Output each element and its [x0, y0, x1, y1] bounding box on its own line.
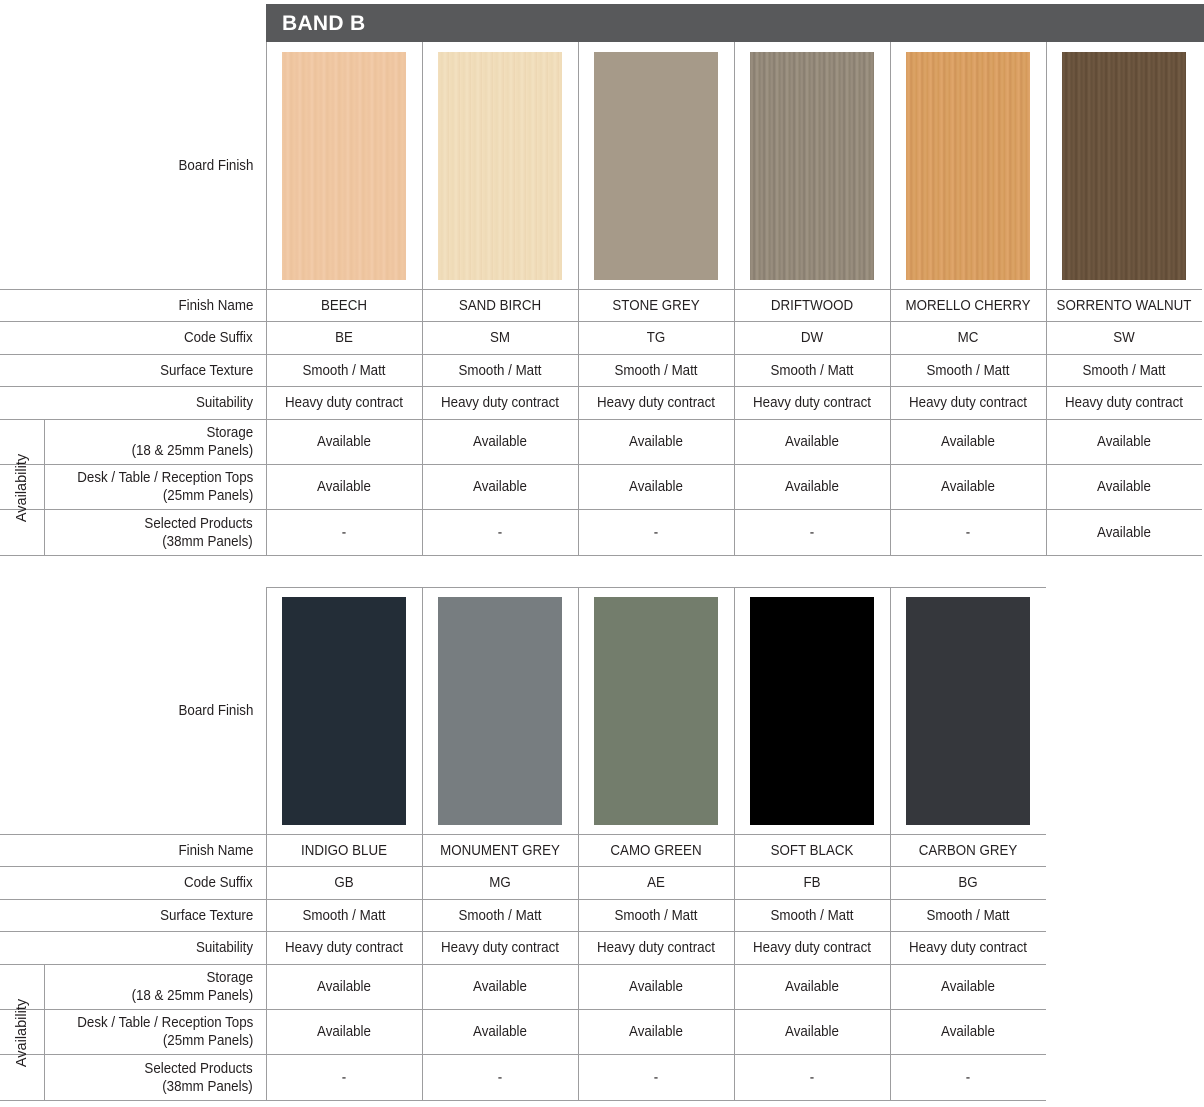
- row-finish-name: [0, 290, 1202, 322]
- row-label-line: (25mm Panels): [162, 488, 253, 504]
- cell-suitability: Heavy duty contract: [753, 940, 871, 956]
- cell-finish-name: CARBON GREY: [918, 842, 1018, 859]
- cell-suitability: Heavy duty contract: [909, 395, 1027, 411]
- cell-code-suffix: FB: [803, 875, 821, 891]
- cell-surface-texture: Smooth / Matt: [1082, 362, 1166, 379]
- cell-finish-name: INDIGO BLUE: [301, 842, 387, 859]
- column-divider: [266, 1055, 267, 1100]
- cell-surface-texture: Smooth / Matt: [614, 362, 698, 379]
- cell-code-suffix: AE: [647, 875, 665, 891]
- cell-storage: Available: [1097, 434, 1151, 450]
- cell-finish-name: DRIFTWOOD: [770, 297, 854, 314]
- row-label-line: (18 & 25mm Panels): [131, 988, 253, 1004]
- row-label-line: Storage: [206, 425, 253, 441]
- cell-surface-texture: Smooth / Matt: [302, 362, 386, 379]
- cell-selected: -: [809, 524, 815, 541]
- finish-swatch: [1062, 52, 1186, 280]
- finish-swatch: [282, 52, 406, 280]
- availability-label: Availability: [14, 998, 30, 1068]
- cell-finish-name: CAMO GREEN: [610, 842, 702, 859]
- column-divider: [578, 587, 579, 834]
- cell-surface-texture: Smooth / Matt: [926, 907, 1010, 924]
- finish-swatch: [906, 52, 1030, 280]
- column-divider: [1046, 510, 1047, 555]
- cell-storage: Available: [629, 434, 683, 450]
- cell-code-suffix: MG: [489, 875, 511, 891]
- cell-storage: Available: [785, 434, 839, 450]
- cell-tops: Available: [941, 1024, 995, 1040]
- column-divider: [578, 387, 579, 419]
- row-board-finish: [0, 587, 1046, 835]
- row-label: [0, 42, 266, 289]
- cell-finish-name: MORELLO CHERRY: [905, 297, 1031, 314]
- cell-selected: -: [497, 524, 503, 541]
- column-divider: [266, 387, 267, 419]
- finish-swatch: [594, 52, 718, 280]
- column-divider: [578, 465, 579, 509]
- row-selected: [0, 510, 1202, 556]
- column-divider: [890, 387, 891, 419]
- column-divider: [578, 355, 579, 386]
- column-divider: [578, 322, 579, 354]
- column-divider: [890, 587, 891, 834]
- row-label: [0, 355, 266, 386]
- column-divider: [890, 355, 891, 386]
- row-tops: [0, 1010, 1046, 1055]
- column-divider: [266, 587, 267, 834]
- column-divider: [1046, 322, 1047, 354]
- row-label-line: Storage: [206, 970, 253, 986]
- cell-suitability: Heavy duty contract: [441, 395, 559, 411]
- column-divider: [578, 42, 579, 289]
- row-label-line: (25mm Panels): [162, 1033, 253, 1049]
- cell-suitability: Heavy duty contract: [1065, 395, 1183, 411]
- row-label-text: [77, 469, 253, 505]
- cell-code-suffix: BE: [335, 330, 353, 346]
- column-divider: [890, 465, 891, 509]
- column-divider: [422, 420, 423, 464]
- availability-label: Availability: [14, 453, 30, 523]
- column-divider: [734, 510, 735, 555]
- cell-surface-texture: Smooth / Matt: [458, 907, 542, 924]
- finish-swatch: [750, 52, 874, 280]
- column-divider: [734, 900, 735, 931]
- row-label-text: Surface Texture: [159, 907, 253, 924]
- table-top-border: [266, 587, 1046, 588]
- row-label: [0, 835, 266, 866]
- row-surface-texture: [0, 900, 1046, 932]
- cell-suitability: Heavy duty contract: [597, 940, 715, 956]
- cell-code-suffix: BG: [958, 875, 978, 891]
- column-divider: [422, 867, 423, 899]
- row-label-text: [145, 515, 253, 551]
- finish-swatch: [906, 597, 1030, 825]
- column-divider: [734, 932, 735, 964]
- column-divider: [422, 322, 423, 354]
- column-divider: [422, 587, 423, 834]
- row-label: [45, 965, 266, 1009]
- row-label: [0, 587, 266, 834]
- row-code-suffix: [0, 322, 1202, 355]
- row-board-finish: [0, 42, 1202, 290]
- cell-storage: Available: [941, 434, 995, 450]
- cell-surface-texture: Smooth / Matt: [926, 362, 1010, 379]
- row-suitability: [0, 387, 1202, 420]
- row-label-line: Desk / Table / Reception Tops: [77, 1015, 253, 1031]
- row-label: [0, 932, 266, 964]
- availability-group: [0, 965, 45, 1101]
- cell-finish-name: SORRENTO WALNUT: [1056, 297, 1192, 314]
- cell-suitability: Heavy duty contract: [441, 940, 559, 956]
- cell-tops: Available: [941, 479, 995, 495]
- finish-swatch: [438, 52, 562, 280]
- cell-tops: Available: [629, 479, 683, 495]
- row-label-text: Finish Name: [178, 842, 253, 859]
- row-label-text: Board Finish: [178, 157, 253, 174]
- column-divider: [266, 42, 267, 289]
- column-divider: [266, 932, 267, 964]
- cell-storage: Available: [473, 434, 527, 450]
- finish-swatch: [594, 597, 718, 825]
- column-divider: [422, 290, 423, 321]
- column-divider: [422, 900, 423, 931]
- cell-surface-texture: Smooth / Matt: [770, 907, 854, 924]
- row-label: [0, 387, 266, 419]
- finish-swatch: [282, 597, 406, 825]
- row-label: [45, 510, 266, 555]
- row-label-line: (38mm Panels): [162, 533, 253, 550]
- cell-tops: Available: [473, 1024, 527, 1040]
- cell-selected: -: [341, 524, 347, 541]
- column-divider: [734, 355, 735, 386]
- column-divider: [734, 387, 735, 419]
- row-label: [0, 867, 266, 899]
- column-divider: [578, 1055, 579, 1100]
- cell-suitability: Heavy duty contract: [285, 940, 403, 956]
- row-selected: [0, 1055, 1046, 1101]
- row-storage: [0, 420, 1202, 465]
- column-divider: [422, 42, 423, 289]
- column-divider: [1046, 387, 1047, 419]
- column-divider: [578, 510, 579, 555]
- cell-selected: -: [809, 1069, 815, 1086]
- row-label-text: [77, 1014, 253, 1050]
- column-divider: [734, 867, 735, 899]
- cell-tops: Available: [785, 1024, 839, 1040]
- column-divider: [266, 867, 267, 899]
- column-divider: [266, 355, 267, 386]
- column-divider: [266, 290, 267, 321]
- column-divider: [890, 965, 891, 1009]
- cell-storage: Available: [629, 979, 683, 995]
- cell-tops: Available: [1097, 479, 1151, 495]
- column-divider: [578, 1010, 579, 1054]
- cell-suitability: Heavy duty contract: [909, 940, 1027, 956]
- cell-selected: -: [965, 524, 971, 541]
- column-divider: [890, 867, 891, 899]
- cell-selected: -: [653, 524, 659, 541]
- cell-storage: Available: [941, 979, 995, 995]
- cell-selected: -: [497, 1069, 503, 1086]
- cell-finish-name: MONUMENT GREY: [440, 842, 560, 859]
- column-divider: [890, 322, 891, 354]
- finish-swatch: [750, 597, 874, 825]
- column-divider: [734, 465, 735, 509]
- column-divider: [422, 355, 423, 386]
- column-divider: [734, 290, 735, 321]
- column-divider: [422, 965, 423, 1009]
- cell-selected: -: [965, 1069, 971, 1086]
- cell-storage: Available: [317, 434, 371, 450]
- cell-code-suffix: DW: [800, 330, 824, 346]
- cell-storage: Available: [317, 979, 371, 995]
- band-title: BAND B: [282, 12, 366, 35]
- row-label: [45, 465, 266, 509]
- column-divider: [422, 835, 423, 866]
- column-divider: [422, 1055, 423, 1100]
- cell-suitability: Heavy duty contract: [285, 395, 403, 411]
- column-divider: [266, 465, 267, 509]
- column-divider: [1046, 290, 1047, 321]
- cell-finish-name: SAND BIRCH: [458, 297, 542, 314]
- column-divider: [266, 1010, 267, 1054]
- cell-surface-texture: Smooth / Matt: [302, 907, 386, 924]
- cell-selected: Available: [1097, 524, 1151, 541]
- row-label-text: [131, 969, 253, 1005]
- column-divider: [1046, 42, 1047, 289]
- row-label-text: Suitability: [195, 395, 253, 411]
- cell-tops: Available: [317, 1024, 371, 1040]
- column-divider: [422, 387, 423, 419]
- row-label-text: Surface Texture: [159, 362, 253, 379]
- row-label-line: Desk / Table / Reception Tops: [77, 470, 253, 486]
- cell-tops: Available: [317, 479, 371, 495]
- cell-selected: -: [341, 1069, 347, 1086]
- cell-storage: Available: [473, 979, 527, 995]
- column-divider: [422, 932, 423, 964]
- cell-code-suffix: SW: [1113, 330, 1135, 346]
- column-divider: [890, 1010, 891, 1054]
- cell-code-suffix: GB: [334, 875, 354, 891]
- band-header: [266, 4, 1204, 42]
- cell-finish-name: SOFT BLACK: [770, 842, 854, 859]
- cell-storage: Available: [785, 979, 839, 995]
- row-label-text: Code Suffix: [184, 330, 253, 346]
- row-label-line: Selected Products: [144, 515, 253, 532]
- row-label-text: Finish Name: [178, 297, 253, 314]
- column-divider: [890, 290, 891, 321]
- row-label-text: Code Suffix: [184, 875, 253, 891]
- column-divider: [734, 420, 735, 464]
- cell-surface-texture: Smooth / Matt: [614, 907, 698, 924]
- row-label-text: Board Finish: [178, 702, 253, 719]
- row-label-text: Suitability: [195, 940, 253, 956]
- cell-finish-name: BEECH: [321, 297, 367, 314]
- row-label-line: (18 & 25mm Panels): [131, 443, 253, 459]
- column-divider: [266, 420, 267, 464]
- cell-suitability: Heavy duty contract: [597, 395, 715, 411]
- column-divider: [1046, 420, 1047, 464]
- cell-tops: Available: [473, 479, 527, 495]
- row-suitability: [0, 932, 1046, 965]
- row-label: [45, 1010, 266, 1054]
- column-divider: [734, 322, 735, 354]
- availability-group: [0, 420, 45, 556]
- column-divider: [734, 587, 735, 834]
- row-finish-name: [0, 835, 1046, 867]
- column-divider: [1046, 465, 1047, 509]
- column-divider: [890, 1055, 891, 1100]
- row-label-text: [131, 424, 253, 460]
- column-divider: [578, 420, 579, 464]
- column-divider: [422, 465, 423, 509]
- row-tops: [0, 465, 1202, 510]
- row-label: [45, 420, 266, 464]
- column-divider: [578, 965, 579, 1009]
- column-divider: [890, 42, 891, 289]
- column-divider: [578, 835, 579, 866]
- column-divider: [734, 1055, 735, 1100]
- column-divider: [578, 932, 579, 964]
- row-label: [0, 290, 266, 321]
- row-label-line: (38mm Panels): [162, 1078, 253, 1095]
- cell-code-suffix: TG: [646, 330, 666, 346]
- cell-selected: -: [653, 1069, 659, 1086]
- column-divider: [890, 900, 891, 931]
- row-storage: [0, 965, 1046, 1010]
- column-divider: [266, 900, 267, 931]
- finish-swatch: [438, 597, 562, 825]
- column-divider: [422, 1010, 423, 1054]
- column-divider: [266, 835, 267, 866]
- row-label: [0, 322, 266, 354]
- cell-code-suffix: SM: [489, 330, 511, 346]
- column-divider: [578, 290, 579, 321]
- column-divider: [890, 835, 891, 866]
- column-divider: [734, 1010, 735, 1054]
- column-divider: [578, 900, 579, 931]
- column-divider: [890, 510, 891, 555]
- column-divider: [578, 867, 579, 899]
- column-divider: [422, 510, 423, 555]
- cell-tops: Available: [629, 1024, 683, 1040]
- row-code-suffix: [0, 867, 1046, 900]
- row-label-text: [145, 1060, 253, 1096]
- column-divider: [266, 322, 267, 354]
- row-label: [45, 1055, 266, 1100]
- cell-surface-texture: Smooth / Matt: [770, 362, 854, 379]
- cell-code-suffix: MC: [957, 330, 979, 346]
- column-divider: [890, 420, 891, 464]
- column-divider: [734, 965, 735, 1009]
- cell-tops: Available: [785, 479, 839, 495]
- column-divider: [734, 42, 735, 289]
- row-label-line: Selected Products: [144, 1060, 253, 1077]
- cell-suitability: Heavy duty contract: [753, 395, 871, 411]
- cell-finish-name: STONE GREY: [612, 297, 700, 314]
- column-divider: [890, 932, 891, 964]
- cell-surface-texture: Smooth / Matt: [458, 362, 542, 379]
- row-label: [0, 900, 266, 931]
- column-divider: [266, 965, 267, 1009]
- column-divider: [1046, 355, 1047, 386]
- row-surface-texture: [0, 355, 1202, 387]
- column-divider: [734, 835, 735, 866]
- column-divider: [266, 510, 267, 555]
